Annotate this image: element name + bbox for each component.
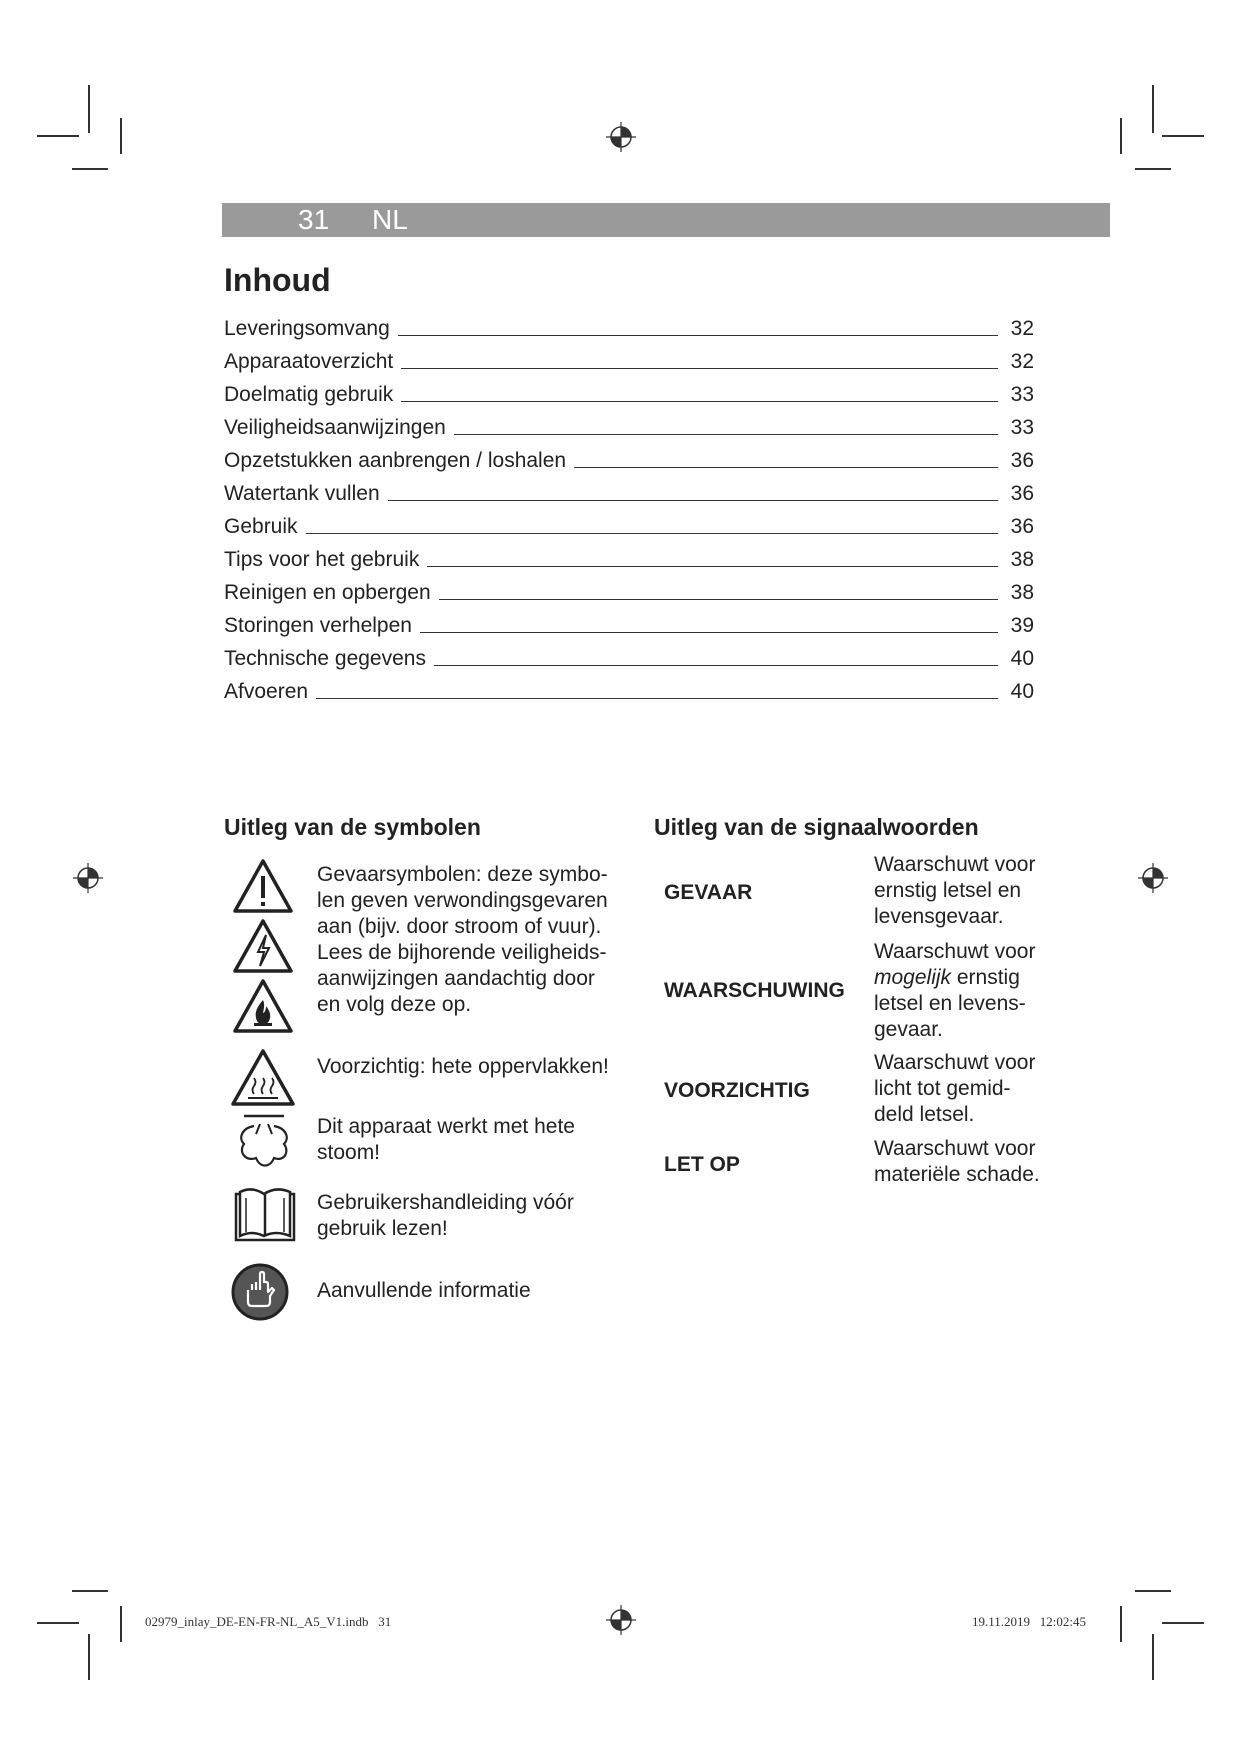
steam-text: Dit apparaat werkt met hete stoom! (317, 1115, 575, 1164)
toc-label: Doelmatig gebruik (224, 383, 394, 406)
toc-leader (420, 632, 998, 633)
toc-leader (306, 533, 998, 534)
toc-entry[interactable] (224, 572, 1034, 605)
signal-desc-warning (874, 939, 1074, 1043)
toc-label: Apparaatoverzicht (224, 350, 394, 373)
toc-entry[interactable] (224, 539, 1034, 572)
signal-desc-line: Waarschuwt voor (874, 1137, 1036, 1160)
danger-symbols-text: Gevaarsymbolen: deze symbo- len geven verwondingsgevaren aan (bijv. door stroom of vuur). Lees de bijhorende veiligheids- aanwijzingen aandachtig door en volg deze op. (317, 863, 608, 1016)
toc-entry[interactable] (224, 605, 1034, 638)
footer-file-info: 02979_inlay_DE-EN-FR-NL_A5_V1.indb 31 (145, 1614, 392, 1629)
manual-book-icon (232, 1186, 298, 1244)
toc-entry[interactable] (224, 407, 1034, 440)
signal-desc-line: deld letsel. (874, 1103, 975, 1126)
hot-surface-icon (230, 1048, 296, 1108)
toc-page: 36 (1010, 449, 1034, 472)
toc-leader (427, 566, 998, 567)
toc-entry[interactable] (224, 473, 1034, 506)
toc-label: Afvoeren (224, 680, 309, 703)
toc-page: 38 (1010, 581, 1034, 604)
toc-label: Reinigen en opbergen (224, 581, 431, 604)
toc-entry[interactable] (224, 506, 1034, 539)
toc-leader (574, 467, 998, 468)
page-title: Inhoud (224, 262, 331, 298)
toc-label: Technische gegevens (224, 647, 426, 670)
signal-desc-line: gevaar. (874, 1018, 943, 1041)
signal-desc-line: levensgevaar. (874, 905, 1004, 928)
toc-page: 40 (1010, 647, 1034, 670)
toc-leader (398, 335, 998, 336)
toc-entry[interactable] (224, 638, 1034, 671)
toc-entry[interactable] (224, 341, 1034, 374)
toc-page: 36 (1010, 482, 1034, 505)
toc-leader (388, 500, 998, 501)
signal-desc-line: Waarschuwt voor (874, 853, 1036, 876)
toc-label: Watertank vullen (224, 482, 380, 505)
toc-label: Storingen verhelpen (224, 614, 412, 637)
footer-datetime: 19.11.2019 12:02:45 (972, 1614, 1086, 1629)
signal-word-notice: LET OP (664, 1153, 740, 1176)
signal-desc-emphasis: mogelijk (874, 966, 952, 989)
signal-desc-notice (874, 1136, 1074, 1188)
toc-page: 32 (1010, 317, 1034, 340)
registration-mark-icon (606, 122, 636, 152)
hot-surface-text: Voorzichtig: hete oppervlakken! (317, 1055, 609, 1078)
toc-label: Veiligheidsaanwijzingen (224, 416, 446, 439)
toc-leader (434, 665, 998, 666)
toc-entry[interactable] (224, 374, 1034, 407)
toc-label: Gebruik (224, 515, 298, 538)
registration-mark-icon (73, 863, 103, 893)
toc-label: Leveringsomvang (224, 317, 390, 340)
toc-page: 40 (1010, 680, 1034, 703)
signal-desc-line: ernstig (951, 966, 1020, 989)
signals-heading: Uitleg van de signaalwoorden (654, 814, 979, 840)
signal-desc-caution (874, 1050, 1074, 1128)
toc-label: Opzetstukken aanbrengen / loshalen (224, 449, 567, 472)
registration-mark-icon (1138, 863, 1168, 893)
page-header-bar (222, 203, 1110, 237)
toc-page: 36 (1010, 515, 1034, 538)
toc-leader (454, 434, 998, 435)
signal-word-caution: VOORZICHTIG (664, 1079, 810, 1102)
signal-desc-line: Waarschuwt voor (874, 1051, 1036, 1074)
signal-desc-line: ernstig letsel en (874, 879, 1022, 902)
toc-leader (401, 368, 998, 369)
toc-leader (401, 401, 998, 402)
info-hand-icon (230, 1262, 290, 1322)
electric-hazard-icon (232, 918, 294, 974)
manual-text: Gebruikershandleiding vóór gebruik lezen! (317, 1191, 574, 1240)
fire-hazard-icon (232, 978, 294, 1034)
signal-desc-line: Waarschuwt voor (874, 940, 1036, 963)
signal-word-danger: GEVAAR (664, 881, 753, 904)
page-number: 31 (298, 204, 330, 235)
table-of-contents (224, 308, 1034, 704)
toc-entry[interactable] (224, 440, 1034, 473)
toc-page: 38 (1010, 548, 1034, 571)
signal-desc-danger (874, 852, 1074, 930)
info-text: Aanvullende informatie (317, 1279, 531, 1302)
toc-page: 33 (1010, 416, 1034, 439)
warning-triangle-icon (232, 858, 294, 914)
toc-label: Tips voor het gebruik (224, 548, 420, 571)
language-code: NL (372, 204, 408, 235)
toc-entry[interactable] (224, 308, 1034, 341)
toc-page: 33 (1010, 383, 1034, 406)
registration-mark-icon (606, 1605, 636, 1635)
steam-icon (234, 1112, 294, 1172)
toc-page: 32 (1010, 350, 1034, 373)
toc-leader (439, 599, 998, 600)
toc-page: 39 (1010, 614, 1034, 637)
signal-desc-line: letsel en levens- (874, 992, 1026, 1015)
toc-entry[interactable] (224, 671, 1034, 704)
symbols-heading: Uitleg van de symbolen (224, 814, 481, 840)
signal-desc-line: materiële schade. (874, 1163, 1040, 1186)
signal-word-warning: WAARSCHUWING (664, 979, 845, 1002)
signal-desc-line: licht tot gemid- (874, 1077, 1011, 1100)
toc-leader (316, 698, 998, 699)
